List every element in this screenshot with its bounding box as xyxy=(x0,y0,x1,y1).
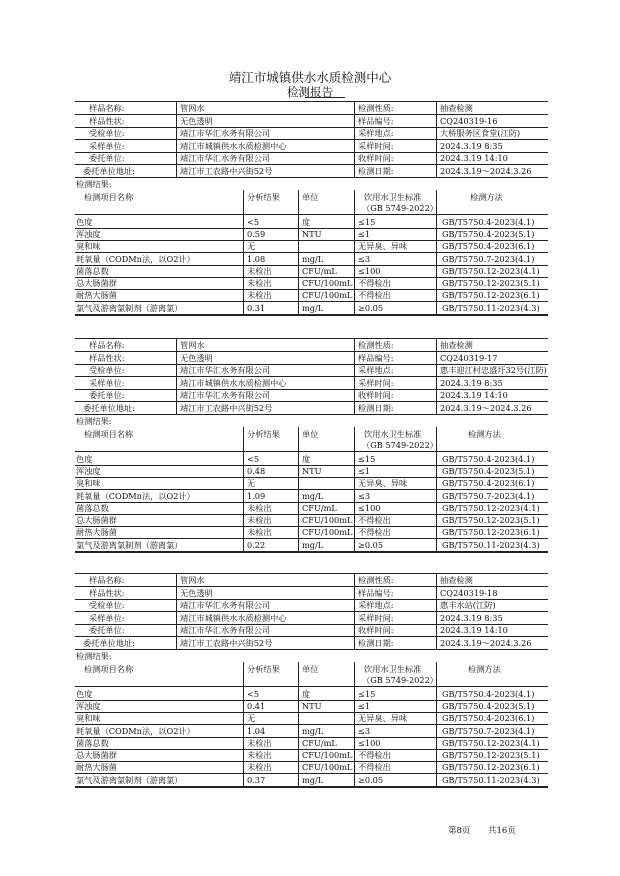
col-item-header: 检测项目名称 xyxy=(84,191,134,202)
result-unit: CFU/100mL xyxy=(302,762,353,773)
table-col-rule xyxy=(243,662,244,786)
result-value: <5 xyxy=(247,688,260,699)
entrust-unit-label: 委托单位: xyxy=(89,625,125,636)
results-label: 检测结果: xyxy=(76,178,112,189)
result-value: 无 xyxy=(247,713,256,724)
sample-number-label: 样品编号: xyxy=(358,115,394,126)
result-method: GB/T5750.4-2023(6.1) xyxy=(442,478,535,489)
info-col-rule xyxy=(436,101,437,177)
result-value: 1.04 xyxy=(247,725,266,736)
col-result-header: 分析结果 xyxy=(247,663,280,674)
result-standard: ≤15 xyxy=(358,216,376,227)
table-col-rule xyxy=(298,662,299,786)
result-method: GB/T5750.11-2023(4.3) xyxy=(442,774,540,785)
sample-number-value: CQ240319-16 xyxy=(440,115,498,126)
sampling-location-label: 采样地点: xyxy=(358,365,394,376)
sample-name-label: 样品名称: xyxy=(89,575,125,585)
entrust-unit-value: 靖江市华汇水务有限公司 xyxy=(180,390,271,401)
sample-number-value: CQ240319-17 xyxy=(440,352,498,363)
test-date-value: 2024.3.19～2024.3.26 xyxy=(440,403,532,413)
result-method: GB/T5750.4-2023(6.1) xyxy=(442,241,535,252)
result-unit: CFU/100mL xyxy=(302,515,353,526)
result-method: GB/T5750.11-2023(4.3) xyxy=(442,302,540,313)
result-standard: ≤1 xyxy=(358,700,371,711)
client-unit-label: 受检单位: xyxy=(89,600,125,611)
info-row-rule xyxy=(75,649,548,650)
sample-character-label: 样品性状: xyxy=(89,352,125,363)
result-unit: NTU xyxy=(302,465,322,476)
result-item: 浑浊度 xyxy=(76,465,101,476)
table-col-rule xyxy=(243,190,244,314)
result-item: 色度 xyxy=(76,216,93,227)
entrust-address-label: 委托单位地址: xyxy=(83,638,135,648)
result-unit: CFU/100mL xyxy=(302,278,353,289)
result-standard: 无异臭、异味 xyxy=(358,713,408,724)
result-unit: CFU/100mL xyxy=(302,750,353,761)
result-item: 总大肠菌群 xyxy=(76,515,117,526)
result-method: GB/T5750.4-2023(4.1) xyxy=(442,688,535,699)
client-unit-value: 靖江市华汇水务有限公司 xyxy=(180,365,271,376)
result-value: 0.31 xyxy=(247,302,266,313)
result-method: GB/T5750.7-2023(4.1) xyxy=(442,490,535,501)
client-unit-value: 靖江市华汇水务有限公司 xyxy=(180,128,271,139)
sample-name-value: 管网水 xyxy=(180,103,205,113)
sampling-location-label: 采样地点: xyxy=(358,128,394,139)
sampling-location-value: 惠丰水站(江防) xyxy=(440,600,496,611)
result-item: 氯气及游离氯制剂（游离氯） xyxy=(76,774,183,785)
entrust-address-value: 靖江市工农路中兴街52号 xyxy=(180,638,273,648)
info-col-rule xyxy=(176,573,177,649)
result-method: GB/T5750.12-2023(4.1) xyxy=(442,265,540,276)
result-standard: ≤3 xyxy=(358,253,371,264)
sample-number-label: 样品编号: xyxy=(358,587,394,598)
result-standard: 不得检出 xyxy=(358,515,391,526)
receive-time-label: 收样时间: xyxy=(358,625,394,636)
result-method: GB/T5750.11-2023(4.3) xyxy=(442,539,540,550)
sampling-unit-label: 采样单位: xyxy=(89,140,125,151)
info-col-rule xyxy=(436,338,437,414)
result-value: 未检出 xyxy=(247,278,272,289)
client-unit-label: 受检单位: xyxy=(89,365,125,376)
result-standard: 不得检出 xyxy=(358,762,391,773)
test-quality-value: 抽查检测 xyxy=(440,103,473,113)
result-standard: ≤3 xyxy=(358,490,371,501)
table-col-rule xyxy=(436,427,437,551)
block-top-rule xyxy=(75,101,548,102)
result-item: 耐热大肠菌 xyxy=(76,527,117,538)
result-method: GB/T5750.7-2023(4.1) xyxy=(442,253,535,264)
sample-name-label: 样品名称: xyxy=(89,340,125,350)
entrust-address-label: 委托单位地址: xyxy=(83,403,135,413)
test-date-label: 检测日期: xyxy=(358,403,394,413)
table-col-rule xyxy=(354,662,355,786)
sample-name-label: 样品名称: xyxy=(89,103,125,113)
info-row-rule xyxy=(75,414,548,415)
sample-number-value: CQ240319-18 xyxy=(440,587,498,598)
result-item: 浑浊度 xyxy=(76,700,101,711)
result-unit: CFU/100mL xyxy=(302,290,353,301)
result-value: 未检出 xyxy=(247,290,272,301)
result-item: 臭和味 xyxy=(76,713,101,724)
info-col-rule xyxy=(436,573,437,649)
result-standard: 不得检出 xyxy=(358,750,391,761)
receive-time-value: 2024.3.19 14:10 xyxy=(440,390,508,401)
result-value: 无 xyxy=(247,478,256,489)
result-item: 色度 xyxy=(76,688,93,699)
result-item: 耗氧量（CODMn法，以O2计） xyxy=(76,253,195,264)
test-quality-label: 检测性质: xyxy=(358,103,394,113)
receive-time-value: 2024.3.19 14:10 xyxy=(440,625,508,636)
test-quality-value: 抽查检测 xyxy=(440,340,473,350)
col-unit-header: 单位 xyxy=(302,191,319,202)
result-item: 耗氧量（CODMn法，以O2计） xyxy=(76,490,195,501)
sampling-location-value: 惠丰迎江村忠盛圩32号(江防) xyxy=(440,365,547,376)
result-method: GB/T5750.4-2023(4.1) xyxy=(442,216,535,227)
col-item-header: 检测项目名称 xyxy=(84,663,134,674)
entrust-unit-value: 靖江市华汇水务有限公司 xyxy=(180,153,271,164)
entrust-address-label: 委托单位地址: xyxy=(83,166,135,176)
result-value: 1.09 xyxy=(247,490,266,501)
sample-name-value: 管网水 xyxy=(180,340,205,350)
report-title: 检测报告 xyxy=(287,85,333,99)
result-value: 0.37 xyxy=(247,774,266,785)
col-item-header: 检测项目名称 xyxy=(84,428,134,439)
sample-name-value: 管网水 xyxy=(180,575,205,585)
test-date-value: 2024.3.19～2024.3.26 xyxy=(440,638,532,648)
result-unit: CFU/mL xyxy=(302,737,337,748)
col-std-sub-header: （GB 5749-2022） xyxy=(362,202,438,213)
result-value: 1.08 xyxy=(247,253,266,264)
test-quality-label: 检测性质: xyxy=(358,575,394,585)
result-method: GB/T5750.12-2023(4.1) xyxy=(442,737,540,748)
result-method: GB/T5750.4-2023(4.1) xyxy=(442,453,535,464)
page-number: 第8页 xyxy=(448,826,471,836)
result-item: 臭和味 xyxy=(76,241,101,252)
result-value: 未检出 xyxy=(247,737,272,748)
test-quality-value: 抽查检测 xyxy=(440,575,473,585)
table-col-rule xyxy=(298,190,299,314)
result-unit: mg/L xyxy=(302,725,324,736)
result-method: GB/T5750.12-2023(6.1) xyxy=(442,527,540,538)
result-value: 未检出 xyxy=(247,750,272,761)
results-label: 检测结果: xyxy=(76,650,112,661)
col-std-header: 饮用水卫生标准 xyxy=(364,191,422,202)
result-unit: mg/L xyxy=(302,539,324,550)
result-standard: ≤3 xyxy=(358,725,371,736)
client-unit-label: 受检单位: xyxy=(89,128,125,139)
org-title: 靖江市城镇供水水质检测中心 xyxy=(228,70,392,85)
col-result-header: 分析结果 xyxy=(247,191,280,202)
col-std-sub-header: （GB 5749-2022） xyxy=(362,439,438,450)
col-method-header: 检测方法 xyxy=(470,191,503,202)
col-result-header: 分析结果 xyxy=(247,428,280,439)
entrust-unit-label: 委托单位: xyxy=(89,390,125,401)
result-standard: 无异臭、异味 xyxy=(358,241,408,252)
entrust-unit-label: 委托单位: xyxy=(89,153,125,164)
header-rule xyxy=(75,686,548,687)
result-unit: NTU xyxy=(302,700,322,711)
test-date-label: 检测日期: xyxy=(358,638,394,648)
sampling-location-value: 大桥服务区食堂(江防) xyxy=(440,128,521,139)
entrust-address-value: 靖江市工农路中兴街52号 xyxy=(180,166,273,176)
entrust-address-value: 靖江市工农路中兴街52号 xyxy=(180,403,273,413)
result-item: 总大肠菌群 xyxy=(76,750,117,761)
header-rule xyxy=(75,214,548,215)
sampling-time-value: 2024.3.19 8:35 xyxy=(440,377,503,388)
table-col-rule xyxy=(354,190,355,314)
table-col-rule xyxy=(243,427,244,551)
result-unit: 度 xyxy=(302,453,311,464)
result-unit: NTU xyxy=(302,228,322,239)
results-label: 检测结果: xyxy=(76,415,112,426)
sampling-unit-label: 采样单位: xyxy=(89,612,125,623)
result-value: 无 xyxy=(247,241,256,252)
col-unit-header: 单位 xyxy=(302,428,319,439)
result-unit: CFU/100mL xyxy=(302,527,353,538)
result-value: <5 xyxy=(247,453,260,464)
block-bottom-rule xyxy=(75,552,548,553)
result-value: 未检出 xyxy=(247,762,272,773)
result-standard: ≤15 xyxy=(358,688,376,699)
info-col-rule xyxy=(176,101,177,177)
sample-character-value: 无色透明 xyxy=(180,352,213,363)
result-standard: 不得检出 xyxy=(358,290,391,301)
result-method: GB/T5750.12-2023(5.1) xyxy=(442,278,540,289)
result-item: 耗氧量（CODMn法，以O2计） xyxy=(76,725,195,736)
result-item: 臭和味 xyxy=(76,478,101,489)
col-std-header: 饮用水卫生标准 xyxy=(364,663,422,674)
title-underline xyxy=(305,97,345,98)
result-value: 未检出 xyxy=(247,527,272,538)
sample-character-value: 无色透明 xyxy=(180,115,213,126)
result-unit: CFU/mL xyxy=(302,502,337,513)
result-value: 未检出 xyxy=(247,502,272,513)
result-unit: 度 xyxy=(302,216,311,227)
result-item: 氯气及游离氯制剂（游离氯） xyxy=(76,539,183,550)
result-unit: mg/L xyxy=(302,302,324,313)
block-bottom-rule xyxy=(75,787,548,788)
sample-character-label: 样品性状: xyxy=(89,587,125,598)
result-value: 0.41 xyxy=(247,700,266,711)
sample-number-label: 样品编号: xyxy=(358,352,394,363)
entrust-unit-value: 靖江市华汇水务有限公司 xyxy=(180,625,271,636)
result-standard: 不得检出 xyxy=(358,527,391,538)
result-method: GB/T5750.12-2023(6.1) xyxy=(442,762,540,773)
block-bottom-rule xyxy=(75,315,548,316)
test-date-value: 2024.3.19～2024.3.26 xyxy=(440,166,532,176)
result-unit: 度 xyxy=(302,688,311,699)
result-method: GB/T5750.12-2023(5.1) xyxy=(442,515,540,526)
result-standard: ≥0.05 xyxy=(358,539,384,550)
table-col-rule xyxy=(436,662,437,786)
sampling-time-label: 采样时间: xyxy=(358,612,394,623)
sampling-location-label: 采样地点: xyxy=(358,600,394,611)
result-standard: 不得检出 xyxy=(358,278,391,289)
result-method: GB/T5750.12-2023(4.1) xyxy=(442,502,540,513)
result-unit: mg/L xyxy=(302,490,324,501)
block-top-rule xyxy=(75,338,548,339)
info-row-rule xyxy=(75,177,548,178)
result-standard: ≤15 xyxy=(358,453,376,464)
sampling-unit-label: 采样单位: xyxy=(89,377,125,388)
result-value: 未检出 xyxy=(247,265,272,276)
result-item: 氯气及游离氯制剂（游离氯） xyxy=(76,302,183,313)
sampling-time-label: 采样时间: xyxy=(358,140,394,151)
test-date-label: 检测日期: xyxy=(358,166,394,176)
result-value: 0.59 xyxy=(247,228,266,239)
result-value: 0.48 xyxy=(247,465,266,476)
result-item: 浑浊度 xyxy=(76,228,101,239)
result-standard: ≥0.05 xyxy=(358,774,384,785)
result-item: 耐热大肠菌 xyxy=(76,762,117,773)
receive-time-label: 收样时间: xyxy=(358,390,394,401)
page-total: 共16页 xyxy=(488,826,516,836)
result-value: 0.22 xyxy=(247,539,266,550)
result-method: GB/T5750.4-2023(5.1) xyxy=(442,228,535,239)
sampling-unit-value: 靖江市城镇供水水质检测中心 xyxy=(180,140,287,151)
result-method: GB/T5750.7-2023(4.1) xyxy=(442,725,535,736)
sample-character-value: 无色透明 xyxy=(180,587,213,598)
result-standard: ≤100 xyxy=(358,502,381,513)
result-item: 菌落总数 xyxy=(76,265,109,276)
sample-character-label: 样品性状: xyxy=(89,115,125,126)
sampling-unit-value: 靖江市城镇供水水质检测中心 xyxy=(180,377,287,388)
col-unit-header: 单位 xyxy=(302,663,319,674)
result-value: 未检出 xyxy=(247,515,272,526)
table-col-rule xyxy=(298,427,299,551)
result-item: 菌落总数 xyxy=(76,502,109,513)
sampling-unit-value: 靖江市城镇供水水质检测中心 xyxy=(180,612,287,623)
result-method: GB/T5750.4-2023(6.1) xyxy=(442,713,535,724)
col-std-sub-header: （GB 5749-2022） xyxy=(362,674,438,685)
info-col-rule xyxy=(354,338,355,414)
result-method: GB/T5750.4-2023(5.1) xyxy=(442,700,535,711)
col-std-header: 饮用水卫生标准 xyxy=(364,428,422,439)
result-item: 总大肠菌群 xyxy=(76,278,117,289)
result-item: 耐热大肠菌 xyxy=(76,290,117,301)
result-unit: CFU/mL xyxy=(302,265,337,276)
table-col-rule xyxy=(354,427,355,551)
sampling-time-value: 2024.3.19 8:35 xyxy=(440,140,503,151)
info-col-rule xyxy=(176,338,177,414)
result-standard: ≤100 xyxy=(358,737,381,748)
result-item: 色度 xyxy=(76,453,93,464)
result-standard: ≤1 xyxy=(358,228,371,239)
result-standard: ≥0.05 xyxy=(358,302,384,313)
sampling-time-label: 采样时间: xyxy=(358,377,394,388)
receive-time-value: 2024.3.19 14:10 xyxy=(440,153,508,164)
info-col-rule xyxy=(354,101,355,177)
result-method: GB/T5750.12-2023(5.1) xyxy=(442,750,540,761)
result-method: GB/T5750.12-2023(6.1) xyxy=(442,290,540,301)
info-col-rule xyxy=(354,573,355,649)
block-top-rule xyxy=(75,573,548,574)
receive-time-label: 收样时间: xyxy=(358,153,394,164)
result-unit: mg/L xyxy=(302,253,324,264)
result-value: <5 xyxy=(247,216,260,227)
result-method: GB/T5750.4-2023(5.1) xyxy=(442,465,535,476)
result-item: 菌落总数 xyxy=(76,737,109,748)
col-method-header: 检测方法 xyxy=(468,428,501,439)
client-unit-value: 靖江市华汇水务有限公司 xyxy=(180,600,271,611)
test-quality-label: 检测性质: xyxy=(358,340,394,350)
col-method-header: 检测方法 xyxy=(468,663,501,674)
result-standard: ≤1 xyxy=(358,465,371,476)
header-rule xyxy=(75,451,548,452)
sampling-time-value: 2024.3.19 8:35 xyxy=(440,612,503,623)
result-unit: mg/L xyxy=(302,774,324,785)
result-standard: ≤100 xyxy=(358,265,381,276)
result-standard: 无异臭、异味 xyxy=(358,478,408,489)
table-col-rule xyxy=(436,190,437,314)
